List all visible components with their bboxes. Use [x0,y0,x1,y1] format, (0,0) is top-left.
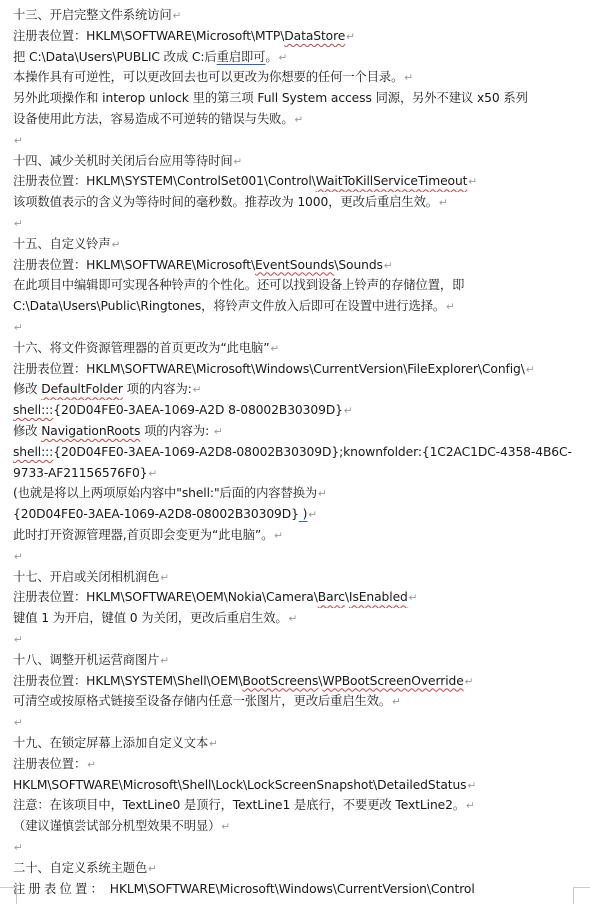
paragraph-mark-icon: ↵ [148,862,157,875]
paragraph-mark-icon: ↵ [14,550,23,563]
text-line [13,671,584,692]
text-line [13,88,584,109]
text-run: {20D04FE0-3AEA-1069-A2D 8-08002B30309D} [53,403,343,418]
text-line [13,608,584,629]
text-run: \Sounds [334,257,383,272]
paragraph-mark-icon: ↵ [148,467,158,480]
text-run: 把 C:\Data\Users\PUBLIC 改成 C:后 [13,49,217,64]
text-line [13,837,584,858]
text-run: HKLM\SOFTWARE\Microsoft\Windows\CurrentVersion\Control [105,881,475,896]
text-run: 注册表位置：HKLM\SOFTWARE\OEM\Nokia\Camera\ [13,590,318,605]
text-run: 注册表位置：HKLM\SYSTEM\ControlSet001\Control\ [13,174,316,189]
paragraph-mark-icon: ↵ [392,696,401,709]
text-line [13,629,584,650]
paragraph-mark-icon: ↵ [274,530,284,542]
text-line [13,192,584,213]
page-corner-mark-left [0,887,17,904]
text-line [13,691,584,712]
text-run: 设备使用此方法，容易造成不可逆转的错误与失败。 [13,112,294,126]
text-line [13,733,584,754]
paragraph-mark-icon: ↵ [87,758,96,771]
text-line [13,275,584,296]
paragraph-mark-icon: ↵ [308,509,318,522]
text-line [13,525,584,546]
spellcheck-word: WPBootScreenOverride [322,673,464,688]
paragraph-mark-icon: ↵ [404,72,414,85]
text-run: C:\Data\Users\Public\Ringtones，将铃声文件放入后即可在设置中进行选择。 [13,299,446,314]
text-line [13,109,584,130]
spellcheck-word: NavigationRoots [41,424,141,438]
paragraph-mark-icon: ↵ [221,821,231,834]
page-corner-mark-right [573,887,590,904]
text-line [13,151,584,172]
text-line [13,213,584,234]
text-line [13,317,584,338]
text-line [13,379,584,400]
text-line [13,442,584,463]
paragraph-mark-icon: ↵ [14,218,23,230]
text-line [13,47,584,68]
text-line [13,5,584,26]
text-run: 十五、自定义铃声 [13,236,111,251]
paragraph-mark-icon: ↵ [160,571,170,584]
text-run: {20D04FE0-3AEA-1069-A2D8-08002B30309D} [13,507,299,522]
paragraph-mark-icon: ↵ [439,197,448,210]
text-run: 该项数值表示的含义为等待时间的毫秒数。推荐改为 1000，更改后重启生效。 [13,195,439,210]
text-line [13,775,584,796]
text-run: 注册表位置： [13,881,106,896]
paragraph-mark-icon: ↵ [111,238,121,251]
paragraph-mark-icon: ↵ [408,592,418,605]
text-run: 注册表位置：HKLM\SOFTWARE\Microsoft\Windows\CurrentVersion\FileExplorer\Config\ [13,361,525,376]
spellcheck-word: shell::: [13,444,54,459]
paragraph-mark-icon: ↵ [14,134,23,147]
text-run: 键值 1 为开启，键值 0 为关闭，更改后重启生效。 [13,611,288,626]
text-line [13,795,584,816]
spellcheck-word: Barc [317,590,345,605]
paragraph-mark-icon: ↵ [383,259,393,272]
paragraph-mark-icon: ↵ [172,10,182,22]
spellcheck-word: EventSounds [255,257,335,272]
text-line [13,234,584,255]
text-run: 注册表位置：HKLM\SOFTWARE\Microsoft\ [13,257,256,272]
text-run: （建议谨慎尝试部分机型效果不明显） [13,819,221,834]
text-line [13,816,584,837]
grammar-flag-text: ) [298,507,308,522]
text-run: 十三、开启完整文件系统访问 [13,8,172,22]
text-line [13,879,584,900]
text-line [13,359,584,380]
paragraph-mark-icon: ↵ [278,51,288,64]
text-line [13,67,584,88]
grammar-flag-text: 重启即可 [216,49,266,64]
text-line [13,650,584,671]
paragraph-mark-icon: ↵ [14,717,23,730]
text-run: (也就是将以上两项原始内容中"shell:"后面的内容替换为 [13,486,318,501]
text-run: 十四、减少关机时关闭后台应用等待时间 [13,153,233,168]
text-line [13,338,584,359]
text-line [13,712,584,733]
text-run: HKLM\SOFTWARE\Microsoft\Shell\Lock\LockScreenSnapshot\DetailedStatus [13,777,467,792]
spellcheck-word: BootScreens [242,673,319,688]
paragraph-mark-icon: ↵ [213,426,223,438]
text-run: 注册表位置：HKLM\SOFTWARE\Microsoft\MTP\ [13,28,285,43]
text-run: 在此项目中编辑即可实现各种铃声的个性化。还可以找到设备上铃声的存储位置，即 [13,278,465,293]
spellcheck-word: shell::: [13,403,54,418]
paragraph-mark-icon: ↵ [14,634,23,646]
text-run: 十八、调整开机运营商图片 [13,652,160,667]
text-line [13,463,584,484]
text-line [13,255,584,276]
text-run: 十七、开启或关闭相机润色 [13,569,160,584]
text-run: 项的内容为: [122,382,192,397]
paragraph-mark-icon: ↵ [294,114,304,126]
text-line [13,400,584,421]
text-line [13,504,584,525]
text-run: 注意：在该项目中，TextLine0 是顶行，TextLine1 是底行，不要更改 TextLine2。 [13,798,466,813]
paragraph-mark-icon: ↵ [233,155,243,168]
text-run: 十九、在锁定屏幕上添加自定义文本 [13,736,209,750]
text-line [13,26,584,47]
text-run: 项的内容为: [140,424,213,438]
text-run: 注册表位置： [13,756,87,771]
spellcheck-word: WaitToKillServiceTimeout [315,174,468,189]
text-run: 二十、自定义系统主题色 [13,860,148,875]
text-run: \ [318,673,323,688]
text-run: 本操作具有可逆性，可以更改回去也可以更改为你想要的任何一个目录。 [13,70,404,85]
text-run: \ [344,590,349,605]
paragraph-mark-icon: ↵ [160,654,170,667]
paragraph-mark-icon: ↵ [346,30,356,43]
spellcheck-word: DataStore [284,28,346,43]
paragraph-mark-icon: ↵ [464,675,474,688]
text-line [13,421,584,442]
paragraph-mark-icon: ↵ [468,176,478,189]
paragraph-mark-icon: ↵ [525,363,535,376]
text-run: 注册表位置：HKLM\SYSTEM\Shell\OEM\ [13,673,243,688]
text-run: 可清空或按原格式链接至设备存储内任意一张图片，更改后重启生效。 [13,694,392,709]
text-line [13,546,584,567]
text-run: 修改 [13,424,42,438]
text-line [13,130,584,151]
paragraph-mark-icon: ↵ [192,384,202,397]
text-line [13,754,584,775]
paragraph-mark-icon: ↵ [209,738,218,750]
paragraph-mark-icon: ↵ [270,342,280,355]
text-run: 。 [265,49,278,64]
text-run: 此时打开资源管理器,首页即会变更为“此电脑”。 [13,528,274,542]
text-line [13,296,584,317]
text-line [13,587,584,608]
text-run: 9733-AF21156576F0} [13,465,148,480]
text-line [13,858,584,879]
paragraph-mark-icon: ↵ [318,488,327,501]
paragraph-mark-icon: ↵ [343,405,353,418]
text-line [13,567,584,588]
paragraph-mark-icon: ↵ [288,613,298,626]
paragraph-mark-icon: ↵ [446,301,455,314]
paragraph-mark-icon: ↵ [467,779,477,792]
paragraph-mark-icon: ↵ [466,800,475,813]
text-run: 十六、将文件资源管理器的首页更改为“此电脑” [13,340,270,355]
text-line [13,171,584,192]
text-run: 修改 [13,382,42,397]
text-line [13,483,584,504]
paragraph-mark-icon: ↵ [14,842,23,854]
spellcheck-word: DefaultFolder [41,382,123,397]
text-run: {20D04FE0-3AEA-1069-A2D8-08002B30309D};knownfolder:{1C2AC1DC-4358-4B6C- [53,444,572,459]
paragraph-mark-icon: ↵ [14,322,23,334]
spellcheck-word: IsEnabled [348,590,408,605]
text-run: 另外此项操作和 interop unlock 里的第三项 Full System access 同源，另外不建议 x50 系列 [13,91,528,106]
